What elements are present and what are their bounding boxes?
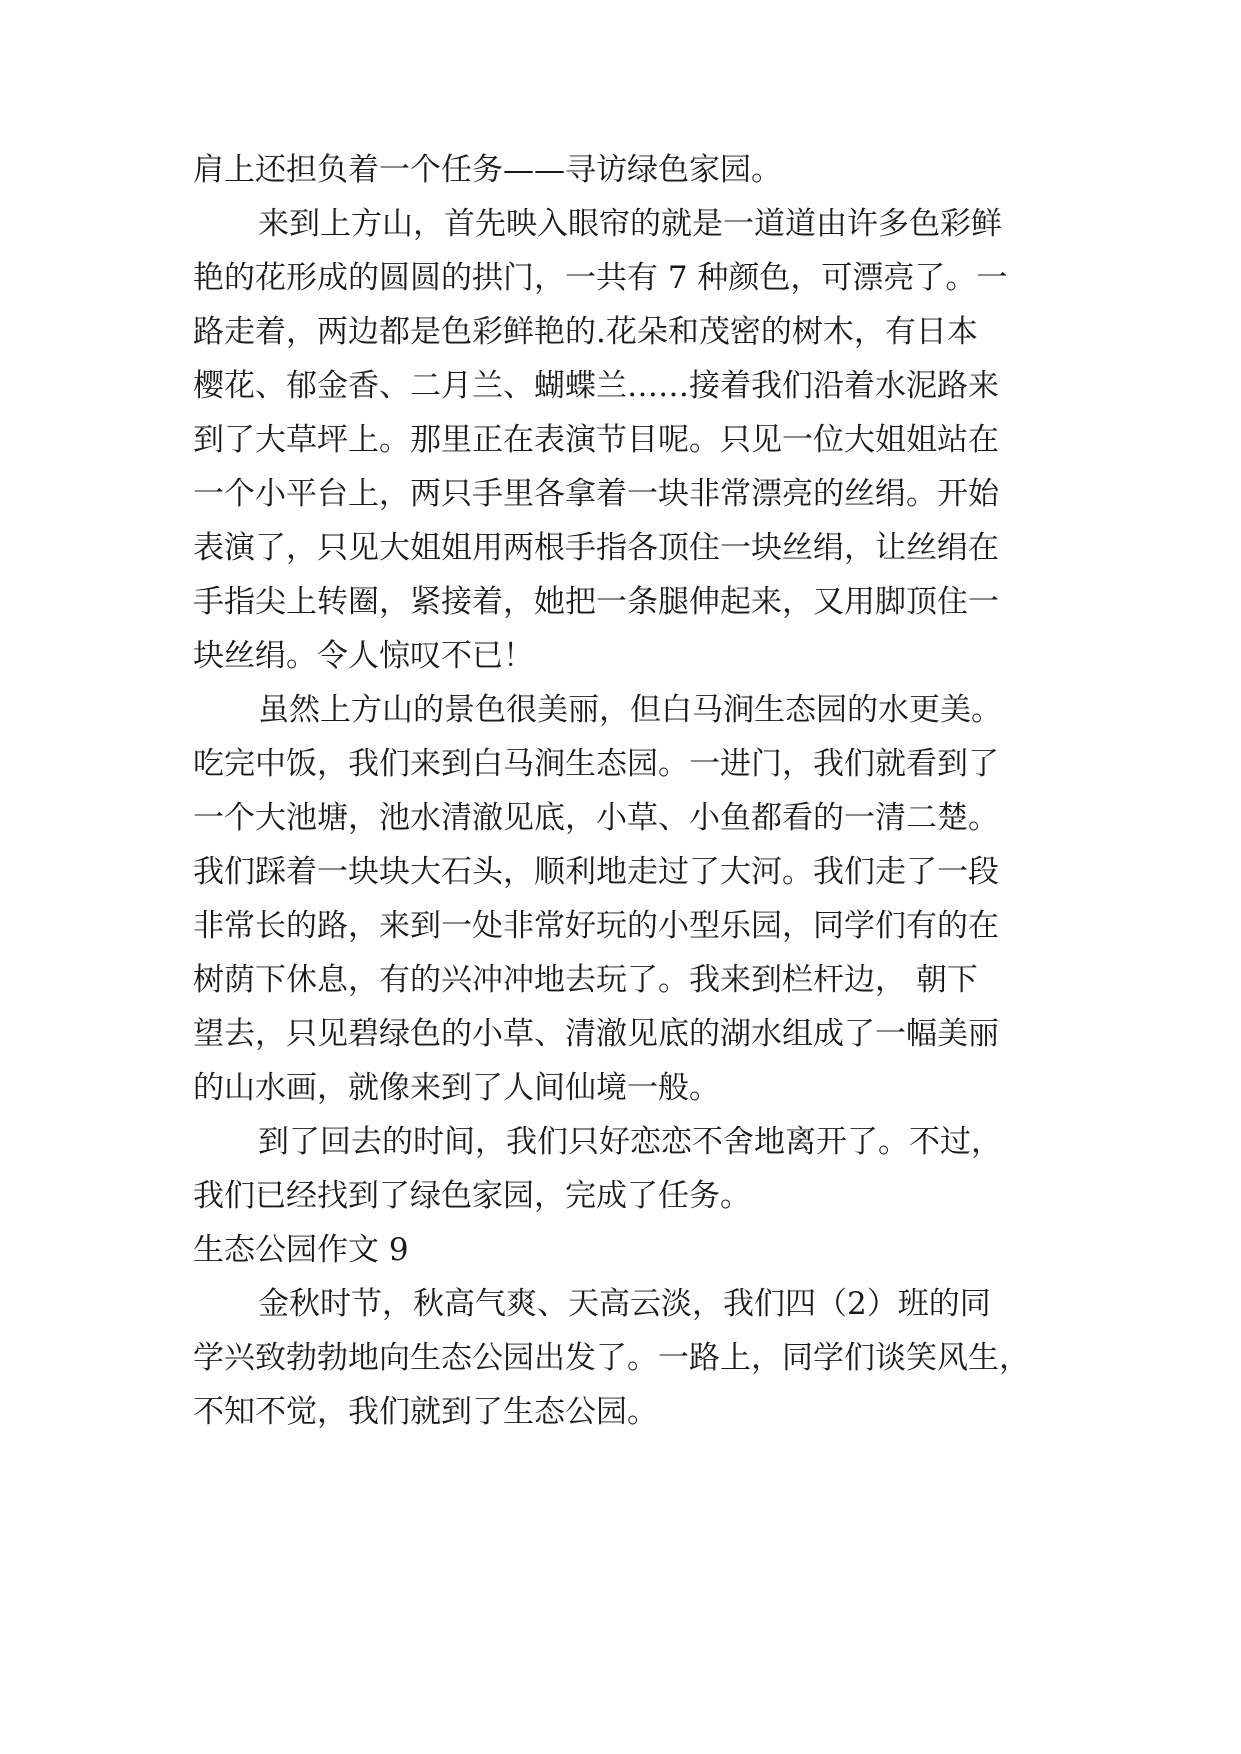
text-line: 吃完中饭，我们来到白马涧生态园。一进门，我们就看到了 [193, 746, 999, 782]
text-line: 一个小平台上，两只手里各拿着一块非常漂亮的丝绢。开始 [193, 476, 999, 512]
text-line: 我们已经找到了绿色家园，完成了任务。 [193, 1178, 751, 1214]
text-line: 我们踩着一块块大石头，顺利地走过了大河。我们走了一段 [193, 854, 999, 890]
text-line: 肩上还担负着一个任务——寻访绿色家园。 [193, 152, 782, 188]
text-line: 手指尖上转圈，紧接着，她把一条腿伸起来，又用脚顶住一 [193, 584, 999, 620]
text-line: 学兴致勃勃地向生态公园出发了。一路上，同学们谈笑风生， [193, 1340, 1030, 1376]
text-line: 树荫下休息，有的兴冲冲地去玩了。我来到栏杆边， 朝下 [193, 962, 978, 998]
section-heading: 生态公园作文 9 [193, 1232, 409, 1268]
text-line: 不知不觉，我们就到了生态公园。 [193, 1394, 658, 1430]
text-line: 艳的花形成的圆圆的拱门，一共有 7 种颜色，可漂亮了。一 [193, 260, 1008, 296]
text-line: 块丝绢。令人惊叹不已！ [193, 638, 534, 674]
paragraph-start: 金秋时节，秋高气爽、天高云淡，我们四（2）班的同 [258, 1286, 991, 1322]
text-line: 一个大池塘，池水清澈见底，小草、小鱼都看的一清二楚。 [193, 800, 999, 836]
paragraph-start: 虽然上方山的景色很美丽，但白马涧生态园的水更美。 [258, 692, 1002, 728]
text-line: 望去，只见碧绿色的小草、清澈见底的湖水组成了一幅美丽 [193, 1016, 999, 1052]
text-line: 表演了，只见大姐姐用两根手指各顶住一块丝绢，让丝绢在 [193, 530, 999, 566]
text-line: 到了大草坪上。那里正在表演节目呢。只见一位大姐姐站在 [193, 422, 999, 458]
text-line: 非常长的路，来到一处非常好玩的小型乐园，同学们有的在 [193, 908, 999, 944]
text-line: 樱花、郁金香、二月兰、蝴蝶兰……接着我们沿着水泥路来 [193, 368, 999, 404]
paragraph-start: 来到上方山，首先映入眼帘的就是一道道由许多色彩鲜 [258, 206, 1002, 242]
text-line: 路走着，两边都是色彩鲜艳的.花朵和茂密的树木，有日本 [193, 314, 978, 350]
paragraph-start: 到了回去的时间，我们只好恋恋不舍地离开了。不过， [258, 1124, 1002, 1160]
text-line: 的山水画，就像来到了人间仙境一般。 [193, 1070, 720, 1106]
